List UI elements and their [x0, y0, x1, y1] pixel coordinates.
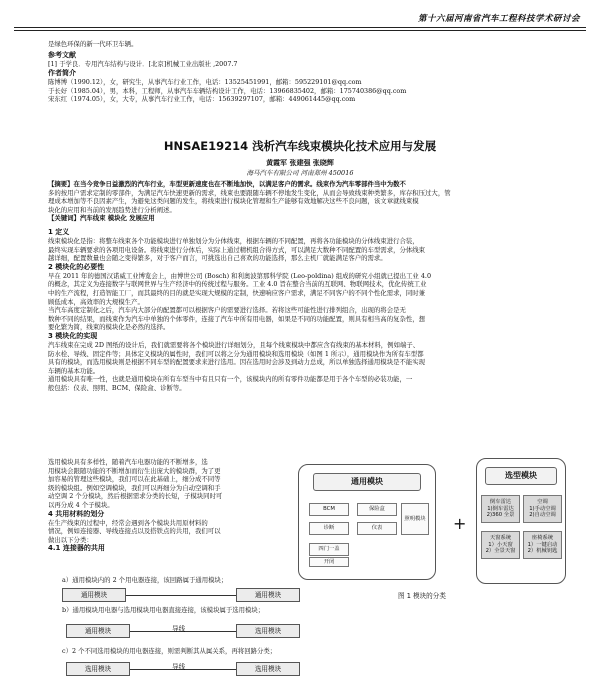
- module-cell: 开闭: [309, 557, 349, 567]
- connector-wire: [126, 595, 236, 596]
- module-cell: 保险盒: [357, 503, 397, 516]
- option-cell-text: 空调: [537, 499, 548, 506]
- body-line: 中的生产流程，打造智能工厂，而其最终的目的就是实现大规模的定制，快速响应客户需求，满足不同客户的不同个性化需求，同时兼: [48, 288, 426, 297]
- figure-caption: 图 1 模块的分类: [398, 592, 446, 600]
- figure-module-classification: [296, 458, 566, 586]
- abstract-line: 块化的应用和当前的发展趋势进行分析阐述。: [48, 205, 176, 214]
- connector-box-optional: 选用模块: [66, 662, 130, 676]
- option-cell-text: 倒车雷达: [489, 499, 512, 506]
- paper-affiliation: 海马汽车有限公司 河南郑州 450016: [246, 169, 354, 177]
- connector-row-c: [62, 662, 302, 676]
- module-cell: 照明模块: [401, 503, 429, 535]
- option-cell-text: 1）一键启动: [527, 541, 558, 548]
- body-line: 线束模块化是指：将整车线束各个功能模块进行单独划分为分体线束，根据车辆的不同配置，再将各功能模块的分体线束进行合装，: [48, 237, 419, 245]
- option-cell-text: 2)360 全景: [486, 512, 515, 519]
- option-cell-text: 座椅系统: [531, 535, 554, 542]
- body-line: 要化繁为简，线束的模块化是必然的选择。: [48, 323, 170, 332]
- body-line: 选用模块具有多样性，随着汽车电器功能的不断增多，选: [48, 458, 208, 466]
- bio-heading: 作者简介: [48, 69, 76, 78]
- section-heading: 2 模块化的必要性: [48, 262, 105, 271]
- abstract: [48, 180, 568, 223]
- item-a: a）通用模块内的 2 个用电器连接，该回路属于通用模块；: [62, 576, 228, 584]
- module-cell: 诊断: [309, 522, 349, 535]
- body-line: 车辆的基本功能。: [48, 366, 100, 375]
- body-line: 顾低成本，高效率的大规模生产。: [48, 297, 144, 306]
- module-cell: 四门一盖: [309, 543, 349, 556]
- general-module-title: 通用模块: [313, 473, 421, 491]
- wire-label: 导线: [172, 663, 186, 671]
- section-heading: 4.1 连接器的共用: [48, 544, 105, 553]
- body-line: 具有的模块，而选用模块则是根据不同车型的配置要求来进行选用。因在选用时会涉及到动力总成，所以单独选择通用模块是不能实现: [48, 358, 426, 367]
- header-rule-thin: [14, 30, 586, 31]
- connector-box-general: 通用模块: [62, 588, 126, 602]
- connector-box-optional: 选用模块: [236, 624, 300, 638]
- body-line: 般包括：仪表、照明、BCM、保险盒、诊断等。: [48, 383, 186, 392]
- option-cell-text: 2）全景天窗: [485, 548, 516, 555]
- module-cell: BCM: [309, 503, 349, 516]
- connector-box-optional: 选用模块: [236, 662, 300, 676]
- paper-title: HNSAE19214 浅析汽车线束模块化技术应用与发展: [163, 139, 437, 153]
- option-cell-text: 2)自动空调: [529, 512, 556, 519]
- body-line: 越详细，配置数量也会随之变得繁多，对于客户而言，可挑选出自己喜欢的功能选择，那么主机厂就能满足客户的需求。: [48, 254, 387, 263]
- header-title: 第十六届河南省汽车工程科技学术研讨会: [417, 14, 580, 24]
- plus-sign: +: [453, 514, 467, 533]
- connector-row-b: [62, 624, 302, 638]
- section-heading: 1 定义: [48, 228, 70, 236]
- body-full-width: [48, 228, 568, 393]
- paper-authors: 黄霞军 张建强 张晓辉: [266, 158, 334, 167]
- option-cell-parking: [481, 495, 520, 523]
- body-line: 在生产线束的过程中，经常会遇到各个模块共用原材料的: [48, 518, 208, 527]
- body-line: 数种不同的结果，而线束作为汽车中单独的个体零件，连接了汽车中所有用电器，如果是不同的功能配置，则具有相当高的复杂性，想: [48, 314, 426, 323]
- abstract-line: 多的按用户需求定制的零部件，为满足汽车快速更新的需求，线束也要跟随车辆不停地发生变化，从而会导致线束种类繁多，库存积压过大，管: [48, 188, 451, 197]
- abstract-line: 【摘要】在当今竞争日益激烈的汽车行业，车型更新速度也在不断地加快，以满足客户的需求。线束作为汽车零部件当中为数不: [48, 180, 406, 188]
- author-bio-3: 宋东红（1974.05），女，大专，从事汽车行业工作，电话：15639297107，邮箱：449061445@qq.com: [48, 95, 356, 104]
- optional-module-title: 选型模块: [485, 467, 557, 485]
- connector-box-general: 通用模块: [66, 624, 130, 638]
- reference-1: [1] 于学良．专用汽车结构与设计．[北京]机械工业出版社 ,2007.7: [48, 59, 238, 68]
- option-cell-text: 1）小天窗: [488, 541, 513, 548]
- connector-row-a: [62, 588, 302, 602]
- references-heading: 参考文献: [48, 50, 76, 59]
- body-line: 通用模块具有唯一性，也就是通用模块在所有车型当中有且只有一个，该模块内的所有零件功能都是用于各个车型的必装功能，一: [48, 375, 413, 384]
- optional-module-group: [476, 458, 566, 584]
- option-cell-seat: [523, 531, 562, 559]
- wire-label: 导线: [172, 625, 186, 633]
- item-b: b）通用模块用电器与选用模块用电器直接连接，该模块属于选用模块；: [62, 606, 265, 614]
- body-left-column: [48, 458, 280, 553]
- intro-tail: 是绿色环保的新一代环卫车辆。: [48, 40, 138, 48]
- body-line: 用模块会跟随功能的不断增加而衍生出庞大的模块群，为了更: [48, 466, 221, 475]
- body-line: 做出以下分类：: [48, 535, 93, 544]
- option-cell-sunroof: [481, 531, 520, 559]
- body-line: 汽车线束在完成 2D 图纸的设计后，我们就需要将各个模块进行详细划分，且每个线束模块中都应含有线束的基本材料，例如端子、: [48, 340, 420, 349]
- body-line: 防水栓、导线、固定件等；具体定义模块的属性时，我们可以将之分为通用模块和选用模块（如图 1 所示），通用模块作为所有车型都: [48, 349, 424, 358]
- keywords: 【关键词】汽车线束 模块化 发展应用: [48, 214, 155, 223]
- option-cell-text: 天窗系统: [489, 535, 512, 542]
- body-line: 加容易的管理这些模块，我们可以在此基础上，细分成不同等: [48, 475, 221, 484]
- body-line: 当汽车高度定制化之后，汽车内大部分的配置都可以根据客户的需要进行选择。若将这些可能性进行排列组合，出现的将会是无: [48, 306, 406, 315]
- abstract-line: 理成本增加等不良因素产生，为避免这类问题的发生，将线束进行模块化管理和生产能够有效地解决这些不良问题，该文章就线束模: [48, 197, 419, 206]
- connector-box-general: 通用模块: [236, 588, 300, 602]
- general-module-group: [298, 464, 436, 580]
- option-cell-text: 1)手动空调: [529, 505, 556, 512]
- body-line: 以再分成 4 个子模块。: [48, 500, 114, 509]
- body-line: 的概念，其定义为连接数字与联网世界与生产经济中的传统过程与服务。工业 4.0 旨在整合当前的互联网、物联网技术，优化传统工业: [48, 280, 427, 289]
- body-line: 早在 2011 年的德国汉诺威工业博览会上，由博世公司 (Bosch) 和利奥波第那科学院 (Leo-poldina) 组成的研究小组就已提出工业 4.0: [48, 271, 432, 280]
- section-heading: 3 模块化的实现: [48, 331, 98, 340]
- author-bio-1: 陈博博（1990.12），女，研究生，从事汽车行业工作，电话：13525451991，邮箱：595229101@qq.com: [48, 78, 362, 87]
- option-cell-text: 2）机械钥匙: [527, 548, 558, 555]
- item-c: c）2 个不同选用模块的用电器连接，则需判断其从属关系，再将回路分类；: [62, 647, 277, 655]
- module-cell: 仪表: [357, 522, 397, 535]
- section-heading: 4 共用材料的划分: [48, 509, 105, 518]
- author-bio-2: 于长好（1985.04），男，本科，工程师，从事汽车车辆结构设计工作，电话：13966835402，邮箱：175740386@qq.com: [48, 86, 407, 95]
- running-header: [0, 0, 600, 30]
- option-cell-ac: [523, 495, 562, 523]
- body-line: 级的模块组。例如空调模块，我们可以再细分为自动空调和手: [48, 483, 221, 492]
- body-line: 情况，例如连接器、导线连接点以及搭铁点的共用，我们可以: [48, 527, 221, 536]
- body-line: 最终实现车辆要求的各项用电设备。将线束进行分体后，实际上通过精机组合得方式，可以满足大数种不同配置的车型需求，分体线束: [48, 245, 426, 254]
- option-cell-text: 1)倒车雷达: [487, 505, 514, 512]
- previous-article-tail: [48, 40, 568, 104]
- header-rule: [14, 27, 586, 28]
- body-line: 动空调 2 个分模块，然后根据需求分类的长短，子模块同时可: [48, 492, 223, 501]
